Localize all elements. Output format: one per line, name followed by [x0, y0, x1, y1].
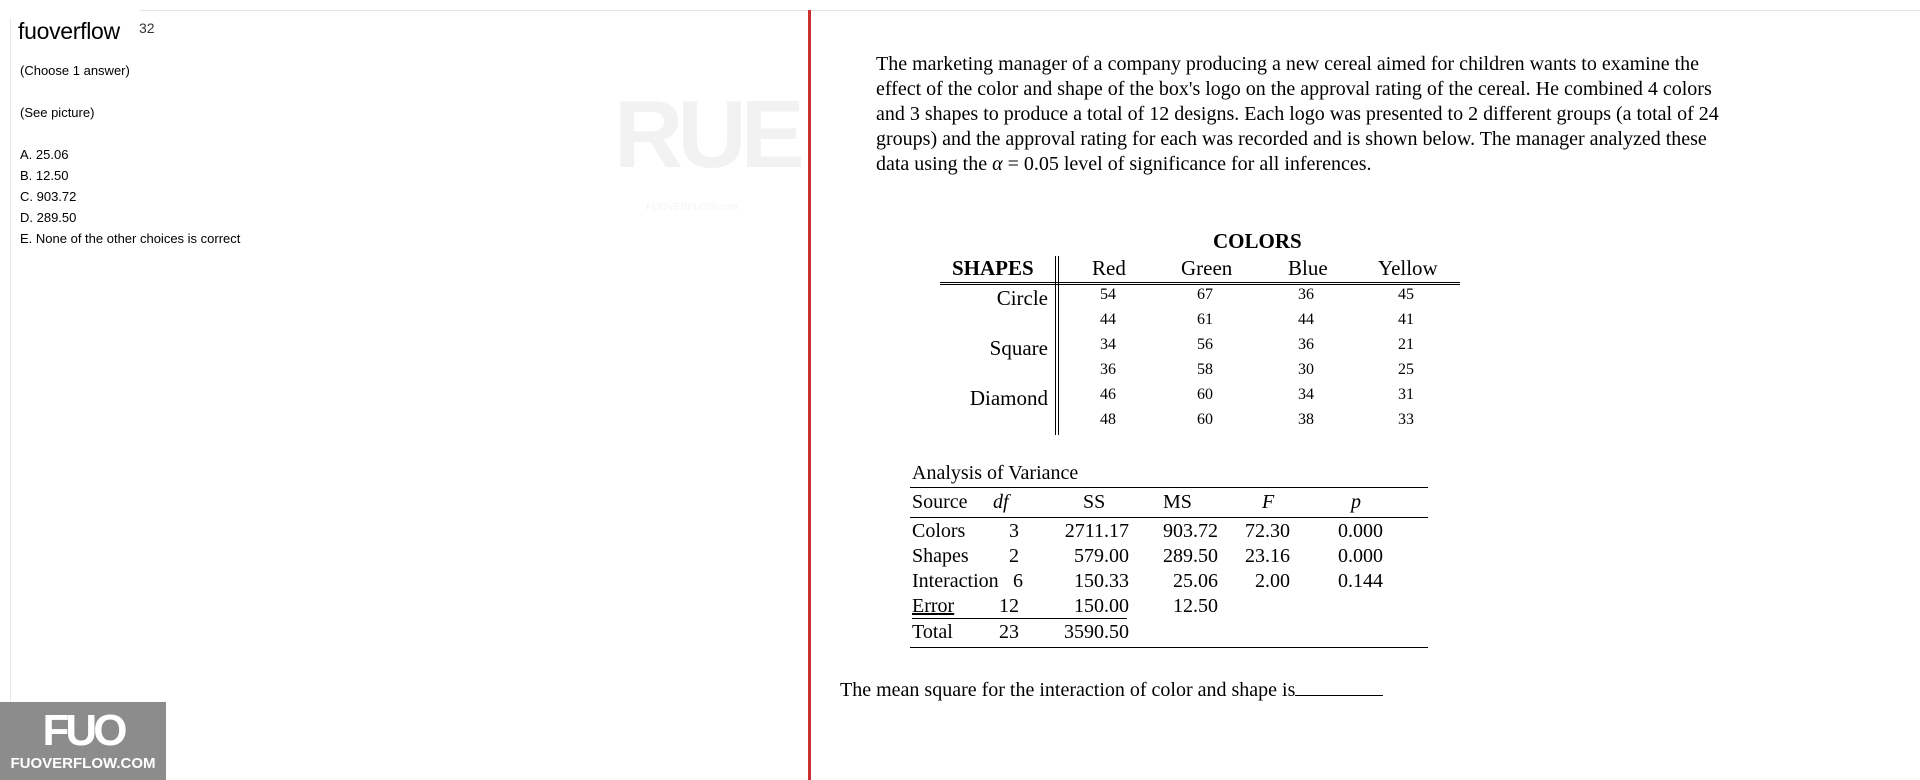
anova-ss: 150.00 [1074, 595, 1129, 617]
answer-blank [1295, 677, 1383, 696]
instruction-text: (Choose 1 answer) [20, 63, 130, 78]
site-logo [0, 702, 166, 780]
table-cell: 25 [1398, 361, 1414, 378]
anova-df: 3 [1009, 520, 1019, 542]
choice-a[interactable]: A. 25.06 [20, 147, 69, 162]
table-cell: 21 [1398, 336, 1414, 353]
question-text [876, 52, 1736, 177]
table-cell: 46 [1100, 386, 1116, 403]
table-cell: 67 [1197, 286, 1213, 303]
question-prompt [840, 677, 1383, 702]
anova-ss: 3590.50 [1064, 621, 1129, 643]
table-cell: 33 [1398, 411, 1414, 428]
table-divider-vertical [1055, 256, 1056, 435]
anova-f: 72.30 [1245, 520, 1290, 542]
table-header-rule [940, 282, 1460, 283]
error-underline [912, 618, 1127, 619]
shape-label-diamond: Diamond [969, 386, 1048, 410]
choice-e[interactable]: E. None of the other choices is correct [20, 231, 241, 246]
table-cell: 38 [1298, 411, 1314, 428]
watermark [610, 81, 799, 213]
anova-source: Colors [912, 520, 966, 542]
anova-p: 0.000 [1338, 520, 1383, 542]
logo-text: FUOVERFLOW.COM [10, 755, 156, 772]
alpha-symbol: α [992, 153, 1003, 175]
anova-df: 12 [999, 595, 1019, 617]
anova-p: 0.144 [1338, 570, 1383, 592]
table-cell: 31 [1398, 386, 1414, 403]
watermark-mark: RUE [614, 81, 799, 188]
table-cell: 30 [1298, 361, 1314, 378]
anova-header-source: Source [912, 491, 968, 513]
column-header-blue: Blue [1288, 256, 1328, 280]
column-header-red: Red [1092, 256, 1126, 280]
anova-df: 2 [1009, 545, 1019, 567]
anova-p: 0.000 [1338, 545, 1383, 567]
table-cell: 36 [1298, 286, 1314, 303]
table-cell: 41 [1398, 311, 1414, 328]
shape-label-square: Square [989, 336, 1048, 360]
colors-header: COLORS [1213, 229, 1302, 253]
anova-f: 2.00 [1255, 570, 1290, 592]
shapes-header: SHAPES [952, 256, 1034, 280]
choice-b[interactable]: B. 12.50 [20, 168, 69, 183]
anova-top-rule [910, 487, 1428, 488]
shape-label-circle: Circle [996, 286, 1048, 310]
anova-title: Analysis of Variance [912, 462, 1079, 484]
table-cell: 34 [1298, 386, 1314, 403]
anova-ss: 579.00 [1074, 545, 1129, 567]
table-divider-vertical-2 [1058, 256, 1059, 435]
table-cell: 44 [1100, 311, 1116, 328]
anova-f: 23.16 [1245, 545, 1290, 567]
table-cell: 54 [1100, 286, 1116, 303]
table-cell: 36 [1100, 361, 1116, 378]
see-picture-text: (See picture) [20, 105, 95, 120]
table-cell: 56 [1197, 336, 1213, 353]
anova-header-ms: MS [1163, 491, 1192, 513]
prompt-text: The mean square for the interaction of color and shape is [840, 679, 1296, 701]
choice-d[interactable]: D. 289.50 [20, 210, 77, 225]
anova-ms: 903.72 [1163, 520, 1218, 542]
table-cell: 61 [1197, 311, 1213, 328]
pane-divider[interactable] [808, 10, 811, 780]
logo-mark: FUO [42, 706, 124, 755]
table-cell: 60 [1197, 386, 1213, 403]
table-cell: 48 [1100, 411, 1116, 428]
table-cell: 44 [1298, 311, 1314, 328]
anova-ms: 12.50 [1173, 595, 1218, 617]
watermark-caption: FUOVERFLOW.com [646, 202, 738, 213]
question-number: 32 [139, 20, 155, 36]
table-cell: 34 [1100, 336, 1116, 353]
anova-bottom-rule [910, 647, 1428, 648]
column-header-green: Green [1181, 256, 1233, 280]
table-cell: 36 [1298, 336, 1314, 353]
anova-df: 6 [1013, 570, 1023, 592]
table-header-rule-2 [940, 284, 1460, 285]
table-cell: 60 [1197, 411, 1213, 428]
anova-header-rule [910, 517, 1428, 518]
table-cell: 45 [1398, 286, 1414, 303]
answer-pane [0, 0, 808, 780]
question-text-end: = 0.05 level of significance for all inferences. [1002, 153, 1372, 175]
app-title: fuoverflow [18, 18, 120, 44]
anova-header-ss: SS [1083, 491, 1106, 513]
column-header-yellow: Yellow [1378, 256, 1438, 280]
anova-ss: 150.33 [1074, 570, 1129, 592]
anova-df: 23 [999, 621, 1019, 643]
anova-header-p: p [1351, 491, 1361, 513]
anova-source: Interaction [912, 570, 999, 592]
choice-c[interactable]: C. 903.72 [20, 189, 77, 204]
anova-ss: 2711.17 [1064, 520, 1129, 542]
anova-ms: 289.50 [1163, 545, 1218, 567]
table-cell: 58 [1197, 361, 1213, 378]
anova-header-df: df [993, 491, 1009, 513]
question-text-start: The marketing manager of a company producing a new cereal aimed for children wants to examine the effect of the color and shape of the box's logo on the approval rating of the cereal. He combined 4 colors and 3 shapes to produce a total of 12 designs. Each logo was presented to 2 different groups (a total of 24 groups) and the approval rating for each was recorded and is shown below. The manager analyzed these data using the [876, 53, 1719, 175]
anova-source: Shapes [912, 545, 969, 567]
anova-header-f: F [1262, 491, 1275, 513]
anova-source: Total [912, 621, 953, 643]
anova-source: Error [912, 595, 955, 617]
anova-ms: 25.06 [1173, 570, 1218, 592]
